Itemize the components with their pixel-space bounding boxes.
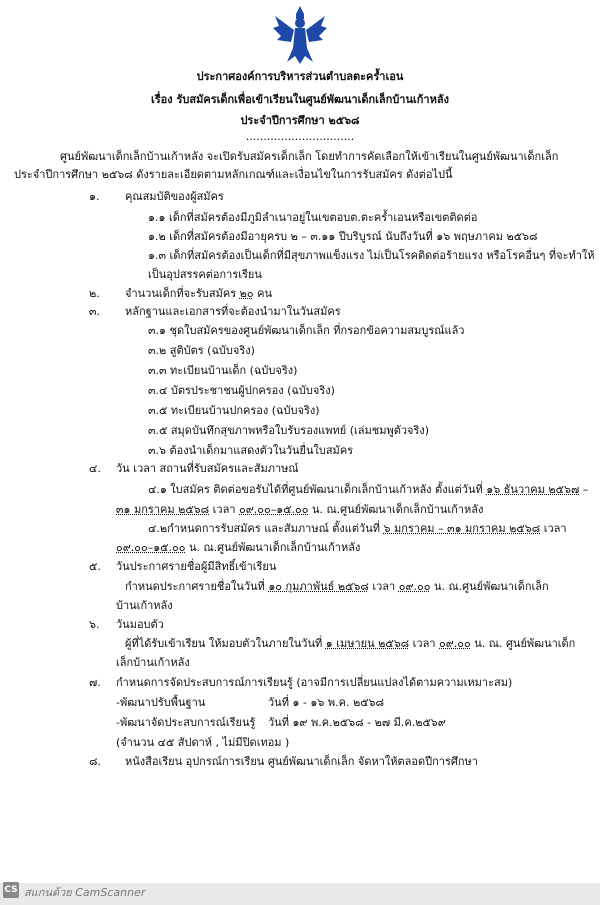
section-4-1-line-2: [116, 503, 483, 517]
section-1-item-3-cont: เป็นอุปสรรคต่อการเรียน: [148, 268, 262, 281]
report-date: ๑ เมษายน ๒๕๖๘: [325, 637, 410, 650]
document-item: ๓.๕ สมุดบันทึกสุขภาพหรือใบรับรองแพทย์ (เล่มชมพูตัวจริง): [148, 424, 430, 437]
application-start-date: ๑๖ ธันวาคม ๒๕๖๗: [486, 483, 580, 496]
section-1-item-1: ๑.๑ เด็กที่สมัครต้องมีภูมิลำเนาอยู่ในเขตอบต.ตะคร้ำเอนหรือเขตติดต่อ: [148, 211, 478, 224]
intro-line-2: ประจำปีการศึกษา ๒๕๖๘ ดังรายละเอียดตามหลักเกณฑ์และเงื่อนไขในการรับสมัคร ดังต่อไปนี้: [14, 168, 453, 181]
section-8-number: ๘.: [89, 755, 101, 768]
enrollment-count-label: จำนวนเด็กที่จะรับสมัคร: [125, 287, 237, 300]
section-8-text: หนังสือเรียน อุปกรณ์การเรียน ศูนย์พัฒนาเด็กเล็ก จัดหาให้ตลอดปีการศึกษา: [125, 755, 478, 768]
section-1-item-2: ๑.๒ เด็กที่สมัครต้องมีอายุครบ ๒ – ๓.๑๑ ปีบริบูรณ์ นับถึงวันที่ ๑๖ พฤษภาคม ๒๕๖๘: [148, 230, 538, 243]
section-6-line-2: เล็กบ้านเก้าหลัง: [116, 656, 190, 669]
section-4-title: วัน เวลา สถานที่รับสมัครและสัมภาษณ์: [116, 462, 299, 475]
announce-label: กำหนดประกาศรายชื่อในวันที่: [125, 580, 265, 593]
section-6-title: วันมอบตัว: [116, 618, 164, 631]
schedule-row-1-value: วันที่ ๑ - ๑๖ พ.ค. ๒๕๖๘: [268, 696, 384, 709]
section-5-number: ๕.: [89, 560, 101, 573]
interview-schedule-text: ๔.๒กำหนดการรับสมัคร และสัมภาษณ์ ตั้งแต่วันที่: [148, 522, 380, 535]
report-time: ๐๙.๐๐: [439, 637, 471, 650]
announce-location: น. ณ.ศูนย์พัฒนาเด็กเล็ก: [433, 580, 549, 593]
application-end-date: ๓๑ มกราคม ๒๕๖๘: [116, 503, 210, 516]
section-5-line-2: บ้านเก้าหลัง: [116, 599, 173, 612]
document-item: ๓.๖ ต้องนำเด็กมาแสดงตัวในวันยื่นใบสมัคร: [148, 444, 354, 457]
schedule-note: (จำนวน ๔๕ สัปดาห์ , ไม่มีปิดเทอม ): [116, 736, 290, 749]
enrollment-count-unit: คน: [257, 287, 272, 300]
section-5-line: [125, 580, 549, 594]
section-7-number: ๗.: [89, 676, 101, 689]
camscanner-logo-icon: CS: [3, 882, 19, 898]
application-pickup-text: ๔.๑ ใบสมัคร ติดต่อขอรับได้ที่ศูนย์พัฒนาเด็กเล็กบ้านเก้าหลัง ตั้งแต่วันที่: [148, 483, 483, 496]
section-4-2-line: [148, 522, 567, 536]
report-label: ผู้ที่ได้รับเข้าเรียน ให้มอบตัวในภายในวันที่: [125, 637, 323, 650]
announcement-title: ประกาศองค์การบริหารส่วนตำบลตะคร้ำเอน: [196, 70, 404, 83]
title-divider: ...............................: [245, 130, 355, 143]
section-6-line: [125, 637, 575, 651]
section-3-number: ๓.: [89, 305, 101, 318]
section-6-number: ๖.: [89, 618, 100, 631]
section-7-title: กำหนดการจัดประสบการณ์การเรียนรู้ (อาจมีการเปลี่ยนแปลงได้ตามความเหมาะสม): [116, 676, 513, 689]
interview-time: ๐๙.๐๐–๑๕.๐๐: [116, 541, 186, 554]
time-label: เวลา: [212, 503, 236, 516]
interview-dates: ๖ มกราคม – ๓๑ มกราคม ๒๕๖๘: [383, 522, 541, 535]
enrollment-count-value: ๒๐: [239, 287, 254, 300]
interview-location: น. ณ.ศูนย์พัฒนาเด็กเล็กบ้านเก้าหลัง: [188, 541, 361, 554]
document-item: ๓.๔ บัตรประชาชนผู้ปกครอง (ฉบับจริง): [148, 384, 335, 397]
section-2-line: [125, 287, 272, 301]
section-4-1-line: [148, 483, 588, 497]
section-4-number: ๔.: [89, 462, 101, 475]
announce-date: ๑๐ กุมภาพันธ์ ๒๕๖๘: [268, 580, 369, 593]
document-item: ๓.๕ ทะเบียนบ้านปกครอง (ฉบับจริง): [148, 404, 320, 417]
section-3-title: หลักฐานและเอกสารที่จะต้องนำมาในวันสมัคร: [125, 305, 341, 318]
section-1-title: คุณสมบัติของผู้สมัคร: [125, 190, 224, 203]
report-location: น. ณ. ศูนย์พัฒนาเด็ก: [474, 637, 576, 650]
time-label: เวลา: [412, 637, 436, 650]
schedule-row-1-label: -พัฒนาปรับพื้นฐาน: [116, 696, 206, 709]
garuda-emblem-icon: [273, 6, 327, 66]
announcement-subject: เรื่อง รับสมัครเด็กเพื่อเข้าเรียนในศูนย์พัฒนาเด็กเล็กบ้านเก้าหลัง: [151, 93, 449, 106]
announce-time: ๐๙.๐๐: [398, 580, 431, 593]
section-1-item-3: ๑.๓ เด็กที่สมัครต้องเป็นเด็กที่มีสุขภาพแข็งแรง ไม่เป็นโรคติดต่อร้ายแรง หรือโรคอื่นๆ ที่จะทำให้: [148, 249, 595, 262]
date-dash: –: [582, 483, 589, 496]
application-time: ๐๙.๐๐–๑๕.๐๐: [239, 503, 309, 516]
section-5-title: วันประกาศรายชื่อผู้มีสิทธิ์เข้าเรียน: [116, 560, 277, 573]
schedule-row-2-value: วันที่ ๑๙ พ.ค.๒๕๖๘ - ๒๗ มี.ค.๒๕๖๙: [268, 716, 446, 729]
section-2-number: ๒.: [89, 287, 100, 300]
time-label: เวลา: [372, 580, 396, 593]
section-1-number: ๑.: [89, 190, 100, 203]
document-item: ๓.๑ ชุดใบสมัครของศูนย์พัฒนาเด็กเล็ก ที่กรอกข้อความสมบูรณ์แล้ว: [148, 324, 465, 337]
academic-year: ประจำปีการศึกษา ๒๕๖๘: [240, 114, 360, 127]
intro-line-1: ศูนย์พัฒนาเด็กเล็กบ้านเก้าหลัง จะเปิดรับสมัครเด็กเล็ก โดยทำการคัดเลือกให้เข้าเรียนในศูนย์พัฒนาเด็กเล็ก: [60, 150, 559, 163]
scanner-watermark-text: สแกนด้วย CamScanner: [24, 886, 146, 899]
time-label: เวลา: [543, 522, 567, 535]
application-location: น. ณ.ศูนย์พัฒนาเด็กเล็กบ้านเก้าหลัง: [311, 503, 484, 516]
schedule-row-2-label: -พัฒนาจัดประสบการณ์เรียนรู้: [116, 716, 256, 729]
document-item: ๓.๓ ทะเบียนบ้านเด็ก (ฉบับจริง): [148, 364, 298, 377]
section-4-2-line-2: [116, 541, 360, 555]
document-item: ๓.๒ สูติบัตร (ฉบับจริง): [148, 344, 255, 357]
